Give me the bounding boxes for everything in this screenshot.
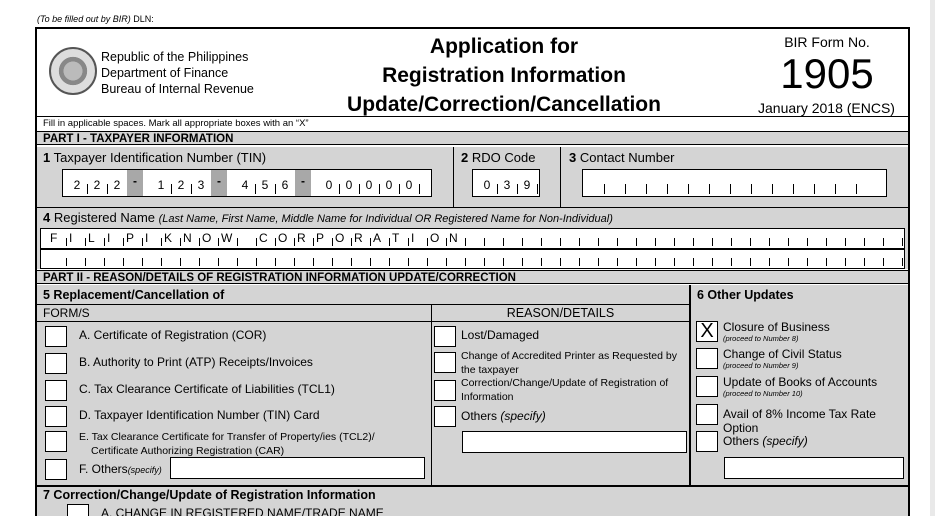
char-divider (750, 238, 751, 246)
name-char: I (69, 231, 73, 245)
form-d-label: D. Taxpayer Identification Number (TIN) Card (79, 408, 320, 422)
char-divider (294, 258, 295, 266)
digit-divider (709, 184, 710, 194)
char-divider (85, 258, 86, 266)
char-divider (712, 238, 713, 246)
digit-divider (604, 184, 605, 194)
char-divider (142, 258, 143, 266)
char-divider (750, 258, 751, 266)
digit-divider (667, 184, 668, 194)
closure-label: Closure of Business (proceed to Number 8) (723, 320, 830, 343)
char-divider (598, 238, 599, 246)
agency-dof: Department of Finance (101, 66, 229, 80)
reason-lost-checkbox[interactable] (434, 326, 456, 347)
name-char: L (88, 231, 95, 245)
char-divider (218, 258, 219, 266)
char-divider (484, 258, 485, 266)
reason-lost-label: Lost/Damaged (461, 328, 540, 342)
char-divider (351, 258, 352, 266)
char-divider (446, 258, 447, 266)
char-divider (503, 238, 504, 246)
name-char: I (145, 231, 149, 245)
reason-header: REASON/DETAILS (506, 306, 615, 320)
char-divider (142, 238, 143, 246)
books-label: Update of Books of Accounts (proceed to Number 10) (723, 375, 878, 398)
char-divider (769, 238, 770, 246)
digit-divider (772, 184, 773, 194)
form-b-checkbox[interactable] (45, 353, 67, 374)
form-c-label: C. Tax Clearance Certificate of Liabilities (TCL1) (79, 382, 335, 396)
digit-divider (814, 184, 815, 194)
form-c-checkbox[interactable] (45, 380, 67, 401)
char-divider (161, 258, 162, 266)
form-number: 1905 (780, 50, 874, 97)
reason-others-label: Others (specify) (461, 409, 546, 423)
char-divider (180, 238, 181, 246)
form-f-checkbox[interactable] (45, 459, 67, 480)
tin-separator: - (127, 170, 143, 196)
bir-seal-logo (49, 47, 97, 95)
char-divider (883, 238, 884, 246)
section6 (691, 285, 908, 485)
name-char: N (183, 231, 192, 245)
char-divider (351, 238, 352, 246)
agency-republic: Republic of the Philippines (101, 50, 249, 64)
tin-digit: 0 (325, 178, 333, 192)
form-others-input[interactable] (170, 457, 425, 479)
digit-divider (730, 184, 731, 194)
char-divider (66, 258, 67, 266)
char-divider (731, 238, 732, 246)
char-divider (370, 258, 371, 266)
char-divider (389, 258, 390, 266)
char-divider (598, 258, 599, 266)
name-char: K (164, 231, 173, 245)
char-divider (560, 258, 561, 266)
char-divider (693, 258, 694, 266)
char-divider (389, 238, 390, 246)
tin-digit: 2 (93, 178, 101, 192)
instructions: Fill in applicable spaces. Mark all appropriate boxes with an “X” (43, 118, 309, 129)
name-char: C (259, 231, 268, 245)
name-field-line2[interactable] (40, 249, 905, 269)
form-f-label: F. Others(specify) (79, 462, 162, 476)
reason-others-checkbox[interactable] (434, 406, 456, 427)
char-divider (332, 238, 333, 246)
section5 (37, 285, 689, 485)
name-char: O (202, 231, 212, 245)
tin-digit: 5 (261, 178, 269, 192)
char-divider (313, 258, 314, 266)
char-divider (693, 238, 694, 246)
reason-correction-label: Correction/Change/Update of Registration of Information (461, 377, 669, 403)
income-tax-option-checkbox[interactable] (696, 404, 718, 425)
char-divider (807, 258, 808, 266)
char-divider (503, 258, 504, 266)
page-edge (930, 0, 935, 516)
tin-label: 1 Taxpayer Identification Number (TIN) (43, 150, 267, 165)
reason-printer-label: Change of Accredited Printer as Requested by the taxpayer (461, 350, 677, 376)
tin-digit: 2 (113, 178, 121, 192)
char-divider (427, 258, 428, 266)
tin-digit: 2 (177, 178, 185, 192)
char-divider (199, 258, 200, 266)
char-divider (85, 238, 86, 246)
char-divider (256, 258, 257, 266)
char-divider (408, 238, 409, 246)
change-name-checkbox[interactable] (67, 504, 89, 516)
name-char: O (278, 231, 288, 245)
char-divider (845, 238, 846, 246)
char-divider (769, 258, 770, 266)
char-divider (275, 258, 276, 266)
name-char: I (411, 231, 415, 245)
char-divider (636, 238, 637, 246)
name-char: F (50, 231, 58, 245)
rdo-digit: 9 (523, 178, 531, 192)
char-divider (617, 238, 618, 246)
tin-digit: 6 (281, 178, 289, 192)
name-char: R (297, 231, 306, 245)
digit-divider (646, 184, 647, 194)
digit-divider (856, 184, 857, 194)
forms-header: FORM/S (43, 306, 90, 320)
part1-row2 (37, 207, 908, 269)
char-divider (902, 238, 903, 246)
char-divider (560, 238, 561, 246)
form-1905 (35, 27, 910, 516)
name-char: W (221, 231, 233, 245)
char-divider (294, 238, 295, 246)
tin-digit: 4 (241, 178, 249, 192)
char-divider (579, 258, 580, 266)
tin-field[interactable] (62, 169, 432, 197)
name-char: I (107, 231, 111, 245)
char-divider (408, 258, 409, 266)
char-divider (883, 258, 884, 266)
rdo-field[interactable] (472, 169, 540, 197)
bir-use-note: (To be filled out by BIR) DLN: (37, 14, 154, 24)
char-divider (636, 258, 637, 266)
digit-divider (537, 184, 538, 194)
reason-printer-checkbox[interactable] (434, 352, 456, 373)
tin-digit: 2 (73, 178, 81, 192)
rdo-label: 2 RDO Code (461, 150, 536, 165)
name-char: P (316, 231, 325, 245)
char-divider (275, 238, 276, 246)
form-b-label: B. Authority to Print (ATP) Receipts/Invoices (79, 355, 313, 369)
civil-status-label: Change of Civil Status (proceed to Number 9) (723, 347, 842, 370)
char-divider (864, 258, 865, 266)
char-divider (218, 238, 219, 246)
change-name-label: A. CHANGE IN REGISTERED NAME/TRADE NAME (101, 506, 384, 516)
char-divider (237, 238, 238, 246)
char-divider (674, 258, 675, 266)
civil-status-checkbox[interactable] (696, 348, 718, 369)
form-number-label: BIR Form No. (784, 34, 870, 50)
form-d-checkbox[interactable] (45, 406, 67, 427)
char-divider (712, 258, 713, 266)
char-divider (427, 238, 428, 246)
form-e-checkbox[interactable] (45, 431, 67, 452)
char-divider (655, 238, 656, 246)
name-char: R (354, 231, 363, 245)
char-divider (731, 258, 732, 266)
char-divider (826, 238, 827, 246)
other-updates-label: Others (specify) (723, 434, 808, 448)
char-divider (104, 238, 105, 246)
char-divider (161, 238, 162, 246)
char-divider (522, 238, 523, 246)
part1-row1 (37, 147, 908, 207)
section7 (37, 485, 908, 516)
char-divider (237, 258, 238, 266)
char-divider (864, 238, 865, 246)
char-divider (256, 238, 257, 246)
char-divider (522, 258, 523, 266)
char-divider (788, 258, 789, 266)
name-char: A (373, 231, 382, 245)
form-a-checkbox[interactable] (45, 326, 67, 347)
tin-digit: 0 (405, 178, 413, 192)
char-divider (313, 238, 314, 246)
digit-divider (419, 184, 420, 194)
digit-divider (625, 184, 626, 194)
digit-divider (793, 184, 794, 194)
tin-digit: 0 (365, 178, 373, 192)
sec6-label: 6 Other Updates (697, 288, 794, 302)
char-divider (465, 238, 466, 246)
char-divider (902, 258, 903, 266)
agency-block (101, 49, 254, 97)
reason-correction-checkbox[interactable] (434, 380, 456, 401)
char-divider (465, 258, 466, 266)
other-updates-checkbox[interactable] (696, 431, 718, 452)
char-divider (655, 258, 656, 266)
tin-digit: 3 (197, 178, 205, 192)
tin-digit: 0 (345, 178, 353, 192)
books-checkbox[interactable] (696, 376, 718, 397)
char-divider (484, 238, 485, 246)
other-updates-input[interactable] (724, 457, 904, 479)
char-divider (826, 258, 827, 266)
name-char: T (392, 231, 400, 245)
digit-divider (835, 184, 836, 194)
char-divider (123, 258, 124, 266)
form-title: Application for Registration Information Update/Correction/Cancellation (347, 35, 661, 116)
name-char: O (335, 231, 345, 245)
tin-digit: 1 (157, 178, 165, 192)
form-date: January 2018 (ENCS) (758, 100, 895, 116)
closure-checkbox[interactable]: X (696, 321, 718, 342)
char-divider (66, 238, 67, 246)
name-char: P (126, 231, 135, 245)
tin-separator: - (211, 170, 227, 196)
digit-divider (688, 184, 689, 194)
name-label: 4 Registered Name (Last Name, First Name, Middle Name for Individual OR Registered Name for Non-Individual) (43, 210, 613, 225)
form-e-label: E. Tax Clearance Certificate for Transfer of Property/ies (TCL2)/ Certificate Authorizing Registration (CAR) (79, 431, 375, 457)
sec5-label: 5 Replacement/Cancellation of (43, 288, 225, 302)
name-char: O (430, 231, 440, 245)
tin-digit: 0 (385, 178, 393, 192)
contact-field[interactable] (582, 169, 887, 197)
digit-divider (751, 184, 752, 194)
char-divider (446, 238, 447, 246)
rdo-digit: 0 (483, 178, 491, 192)
char-divider (674, 238, 675, 246)
sec7-label: 7 Correction/Change/Update of Registration Information (43, 488, 376, 502)
char-divider (104, 258, 105, 266)
form-a-label: A. Certificate of Registration (COR) (79, 328, 267, 342)
reason-others-input[interactable] (462, 431, 687, 453)
tin-separator: - (295, 170, 311, 196)
char-divider (617, 258, 618, 266)
income-tax-option-label: Avail of 8% Income Tax Rate Option (723, 407, 876, 435)
name-field-line1[interactable] (40, 228, 905, 249)
name-char: N (449, 231, 458, 245)
char-divider (199, 238, 200, 246)
part2-header: PART II - REASON/DETAILS OF REGISTRATION INFORMATION UPDATE/CORRECTION (37, 270, 908, 284)
rdo-digit: 3 (503, 178, 511, 192)
part1-header: PART I - TAXPAYER INFORMATION (37, 131, 908, 145)
char-divider (807, 238, 808, 246)
char-divider (541, 258, 542, 266)
char-divider (788, 238, 789, 246)
char-divider (579, 238, 580, 246)
char-divider (180, 258, 181, 266)
char-divider (541, 238, 542, 246)
char-divider (332, 258, 333, 266)
contact-label: 3 Contact Number (569, 150, 675, 165)
char-divider (370, 238, 371, 246)
char-divider (845, 258, 846, 266)
agency-bir: Bureau of Internal Revenue (101, 82, 254, 96)
char-divider (123, 238, 124, 246)
